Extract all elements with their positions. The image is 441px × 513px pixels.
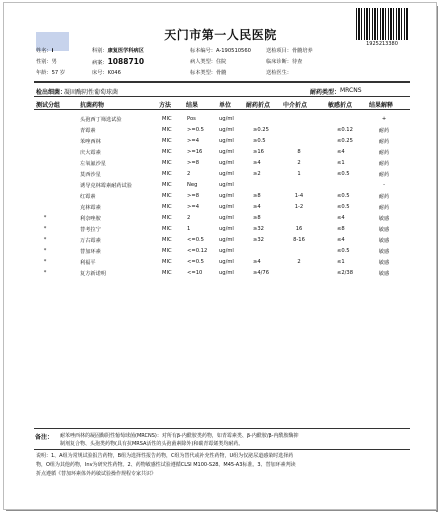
cell-s-breakpoint: ≤0.5 bbox=[337, 171, 350, 177]
cell-unit: ug/ml bbox=[219, 226, 234, 232]
divider-remark-top bbox=[34, 428, 410, 429]
cell-unit: ug/ml bbox=[219, 215, 234, 221]
cell-i-breakpoint: 2 bbox=[297, 259, 301, 265]
cell-drug: 左氧氟沙星 bbox=[80, 161, 106, 167]
table-row bbox=[0, 159, 441, 169]
cell-r-breakpoint: ≥2 bbox=[253, 171, 261, 177]
cell-result: <=0.12 bbox=[187, 248, 208, 254]
cell-result: Pos bbox=[187, 116, 196, 122]
cell-method: MIC bbox=[162, 226, 172, 232]
cell-interpretation: 耐药 bbox=[378, 128, 390, 134]
cell-s-breakpoint: ≤2/38 bbox=[337, 270, 353, 276]
divider-remark-bottom bbox=[34, 449, 410, 450]
cell-r-breakpoint: ≥32 bbox=[253, 237, 264, 243]
resistance-type-label: 耐药类型： bbox=[310, 89, 341, 96]
cell-result: 2 bbox=[187, 171, 191, 177]
cell-unit: ug/ml bbox=[219, 160, 234, 166]
cell-method: MIC bbox=[162, 259, 172, 265]
bed-field: 床号：K046 bbox=[92, 70, 121, 76]
cell-interpretation: 耐药 bbox=[378, 172, 390, 178]
cell-method: MIC bbox=[162, 204, 172, 210]
cell-interpretation: 敏感 bbox=[378, 249, 390, 255]
cell-group: * bbox=[43, 259, 47, 265]
barcode bbox=[356, 8, 408, 40]
cell-unit: ug/ml bbox=[219, 116, 234, 122]
cell-s-breakpoint: ≤0.5 bbox=[337, 193, 350, 199]
cell-drug: 头孢西丁筛选试验 bbox=[80, 117, 122, 123]
cell-unit: ug/ml bbox=[219, 127, 234, 133]
divider-header-top bbox=[34, 96, 410, 97]
cell-drug: 青霉素 bbox=[80, 128, 96, 134]
cell-unit: ug/ml bbox=[219, 193, 234, 199]
cell-s-breakpoint: ≤0.5 bbox=[337, 204, 350, 210]
cell-interpretation: 敏感 bbox=[378, 271, 390, 277]
cell-r-breakpoint: ≥0.5 bbox=[253, 138, 266, 144]
barcode-number: 1925213380 bbox=[366, 41, 398, 47]
cell-method: MIC bbox=[162, 193, 172, 199]
cell-drug: 万古霉素 bbox=[80, 238, 101, 244]
footnote-line-3: 折点遵循《替加环素体外药敏试验操作规程专家共识》 bbox=[36, 471, 157, 477]
cell-i-breakpoint: 8-16 bbox=[293, 237, 305, 243]
table-row bbox=[0, 126, 441, 136]
cell-result: >=8 bbox=[187, 193, 199, 199]
doctor-field: 送检医生： bbox=[266, 70, 292, 76]
table-row bbox=[0, 214, 441, 224]
remark-section bbox=[34, 431, 410, 446]
cell-s-breakpoint: ≤8 bbox=[337, 226, 345, 232]
cell-group: * bbox=[43, 248, 47, 254]
test-item-field: 送检项目：骨髓培养 bbox=[266, 48, 313, 54]
cell-drug: 替考拉宁 bbox=[80, 227, 101, 233]
cell-interpretation: 敏感 bbox=[378, 238, 390, 244]
cell-r-breakpoint: ≥16 bbox=[253, 149, 264, 155]
table-row bbox=[0, 247, 441, 257]
gender-field: 性别：男 bbox=[36, 59, 57, 65]
divider-top bbox=[34, 81, 410, 83]
cell-method: MIC bbox=[162, 160, 172, 166]
cell-interpretation: 敏感 bbox=[378, 216, 390, 222]
cell-drug: 红霉素 bbox=[80, 194, 96, 200]
cell-result: <=0.5 bbox=[187, 237, 204, 243]
col-header-unit: 单位 bbox=[219, 102, 232, 109]
cell-r-breakpoint: ≥4 bbox=[253, 160, 261, 166]
cell-interpretation: + bbox=[381, 116, 387, 122]
cell-interpretation: 耐药 bbox=[378, 139, 390, 145]
footnote-line-2: 物，O组为其他药物，Inv为研究性药物。2、药物敏感性试验遵循CLSI M100-S28、M45-A3标准。3、替加环素判读 bbox=[36, 462, 296, 468]
dept-field: 科别：康复医学科病区 bbox=[92, 48, 144, 54]
col-header-group: 测试分组 bbox=[36, 102, 61, 109]
cell-unit: ug/ml bbox=[219, 204, 234, 210]
cell-drug: 利福平 bbox=[80, 260, 96, 266]
cell-s-breakpoint: ≤1 bbox=[337, 160, 345, 166]
cell-i-breakpoint: 1-4 bbox=[294, 193, 304, 199]
hospital-title: 天门市第一人民医院 bbox=[164, 28, 277, 42]
table-row bbox=[0, 181, 441, 191]
cell-method: MIC bbox=[162, 248, 172, 254]
cell-unit: ug/ml bbox=[219, 138, 234, 144]
cell-interpretation: - bbox=[383, 182, 385, 188]
cell-interpretation: 耐药 bbox=[378, 205, 390, 211]
cell-method: MIC bbox=[162, 138, 172, 144]
cell-method: MIC bbox=[162, 149, 172, 155]
sample-type-field: 标本类型：骨髓 bbox=[190, 70, 227, 76]
cell-i-breakpoint: 1 bbox=[297, 171, 301, 177]
cell-result: >=8 bbox=[187, 160, 199, 166]
cell-drug: 复方新诺明 bbox=[80, 271, 106, 277]
cell-result: Neg bbox=[187, 182, 198, 188]
cell-i-breakpoint: 16 bbox=[295, 226, 303, 232]
cell-i-breakpoint: 2 bbox=[297, 160, 301, 166]
cell-r-breakpoint: ≥8 bbox=[253, 215, 261, 221]
sample-no-field: 标本编号：A-190510560 bbox=[190, 48, 251, 54]
cell-method: MIC bbox=[162, 270, 172, 276]
divider-header-bottom bbox=[34, 109, 410, 110]
cell-interpretation: 耐药 bbox=[378, 161, 390, 167]
cell-interpretation: 耐药 bbox=[378, 150, 390, 156]
col-header-r-breakpoint: 耐药折点 bbox=[246, 102, 271, 109]
cell-method: MIC bbox=[162, 116, 172, 122]
cell-unit: ug/ml bbox=[219, 171, 234, 177]
cell-r-breakpoint: ≥0.25 bbox=[253, 127, 269, 133]
cell-s-breakpoint: ≤4 bbox=[337, 215, 345, 221]
table-row bbox=[0, 203, 441, 213]
cell-unit: ug/ml bbox=[219, 182, 234, 188]
name-field: 姓名：i bbox=[36, 48, 54, 54]
remark-label: 备注： bbox=[35, 434, 54, 441]
cell-result: <=10 bbox=[187, 270, 203, 276]
cell-result: 1 bbox=[187, 226, 191, 232]
cell-s-breakpoint: ≤0.5 bbox=[337, 248, 350, 254]
table-row bbox=[0, 192, 441, 202]
cell-method: MIC bbox=[162, 171, 172, 177]
table-row bbox=[0, 236, 441, 246]
cell-r-breakpoint: ≥8 bbox=[253, 193, 261, 199]
cell-drug: 克林霉素 bbox=[80, 205, 101, 211]
cell-r-breakpoint: ≥32 bbox=[253, 226, 264, 232]
cell-drug: 诱导克林霉素耐药试验 bbox=[80, 183, 132, 189]
cell-result: >=0.5 bbox=[187, 127, 204, 133]
cell-unit: ug/ml bbox=[219, 270, 234, 276]
diagnosis-field: 临床诊断：待查 bbox=[266, 59, 303, 65]
patient-type-field: 病人类型：住院 bbox=[190, 59, 227, 65]
cell-s-breakpoint: ≤0.25 bbox=[337, 138, 353, 144]
age-field: 年龄：57 岁 bbox=[36, 70, 66, 76]
remark-line-1: 耐苯唑西林的凝固酶阴性葡萄球菌(MRCNS)：对所有β-内酰胺类药物，如青霉素类、β-内酰胺/β-内酰胺酶抑 bbox=[60, 433, 299, 439]
table-row bbox=[0, 258, 441, 268]
cell-interpretation: 敏感 bbox=[378, 227, 390, 233]
organism-label: 检出细菌： bbox=[36, 89, 67, 96]
cell-unit: ug/ml bbox=[219, 248, 234, 254]
table-row bbox=[0, 225, 441, 235]
col-header-result: 结果 bbox=[186, 102, 199, 109]
table-row bbox=[0, 148, 441, 158]
cell-i-breakpoint: 8 bbox=[297, 149, 301, 155]
cell-drug: 莫西沙星 bbox=[80, 172, 101, 178]
table-row bbox=[0, 137, 441, 147]
col-header-interpretation: 结果解释 bbox=[369, 102, 394, 109]
ward-field: 病案：1088710 bbox=[92, 57, 145, 66]
cell-group: * bbox=[43, 215, 47, 221]
cell-r-breakpoint: ≥4/76 bbox=[253, 270, 269, 276]
cell-drug: 利奈唑胺 bbox=[80, 216, 101, 222]
cell-i-breakpoint: 1-2 bbox=[294, 204, 304, 210]
cell-s-breakpoint: ≤4 bbox=[337, 149, 345, 155]
cell-group: * bbox=[43, 226, 47, 232]
col-header-s-breakpoint: 敏感折点 bbox=[328, 102, 353, 109]
cell-s-breakpoint: ≤4 bbox=[337, 237, 345, 243]
cell-unit: ug/ml bbox=[219, 149, 234, 155]
cell-result: <=0.5 bbox=[187, 259, 204, 265]
cell-result: >=4 bbox=[187, 138, 199, 144]
cell-unit: ug/ml bbox=[219, 237, 234, 243]
cell-s-breakpoint: ≤0.12 bbox=[337, 127, 353, 133]
cell-method: MIC bbox=[162, 182, 172, 188]
cell-method: MIC bbox=[162, 237, 172, 243]
table-row bbox=[0, 170, 441, 180]
cell-result: 2 bbox=[187, 215, 191, 221]
resistance-type-value: MRCNS bbox=[340, 87, 362, 94]
footnote-line-1: 说明：1、A组为常规试验报告药物，B组为选择性报告药物，C组为替代或补充性药物，U组为仅泌尿道感染时选择药 bbox=[36, 453, 294, 459]
cell-method: MIC bbox=[162, 215, 172, 221]
cell-drug: 苯唑西林 bbox=[80, 139, 101, 145]
cell-drug: 庆大霉素 bbox=[80, 150, 101, 156]
cell-interpretation: 敏感 bbox=[378, 260, 390, 266]
cell-r-breakpoint: ≥4 bbox=[253, 204, 261, 210]
cell-r-breakpoint: ≥4 bbox=[253, 259, 261, 265]
cell-result: >=16 bbox=[187, 149, 203, 155]
cell-result: >=4 bbox=[187, 204, 199, 210]
col-header-method: 方法 bbox=[159, 102, 172, 109]
cell-method: MIC bbox=[162, 127, 172, 133]
organism-name: 凝固酶阴性葡萄球菌 bbox=[64, 89, 119, 96]
cell-drug: 替加环素 bbox=[80, 249, 101, 255]
col-header-drug: 抗菌药物 bbox=[80, 102, 105, 109]
cell-group: * bbox=[43, 270, 47, 276]
col-header-i-breakpoint: 中介折点 bbox=[283, 102, 308, 109]
table-row bbox=[0, 115, 441, 125]
table-row bbox=[0, 269, 441, 279]
cell-group: * bbox=[43, 237, 47, 243]
cell-s-breakpoint: ≤1 bbox=[337, 259, 345, 265]
cell-interpretation: 耐药 bbox=[378, 194, 390, 200]
remark-line-2: 制剂复合物、头孢类药物(具有抗MRSA活性的头孢菌素除外)和碳青霉烯类均耐药。 bbox=[60, 441, 244, 447]
cell-unit: ug/ml bbox=[219, 259, 234, 265]
